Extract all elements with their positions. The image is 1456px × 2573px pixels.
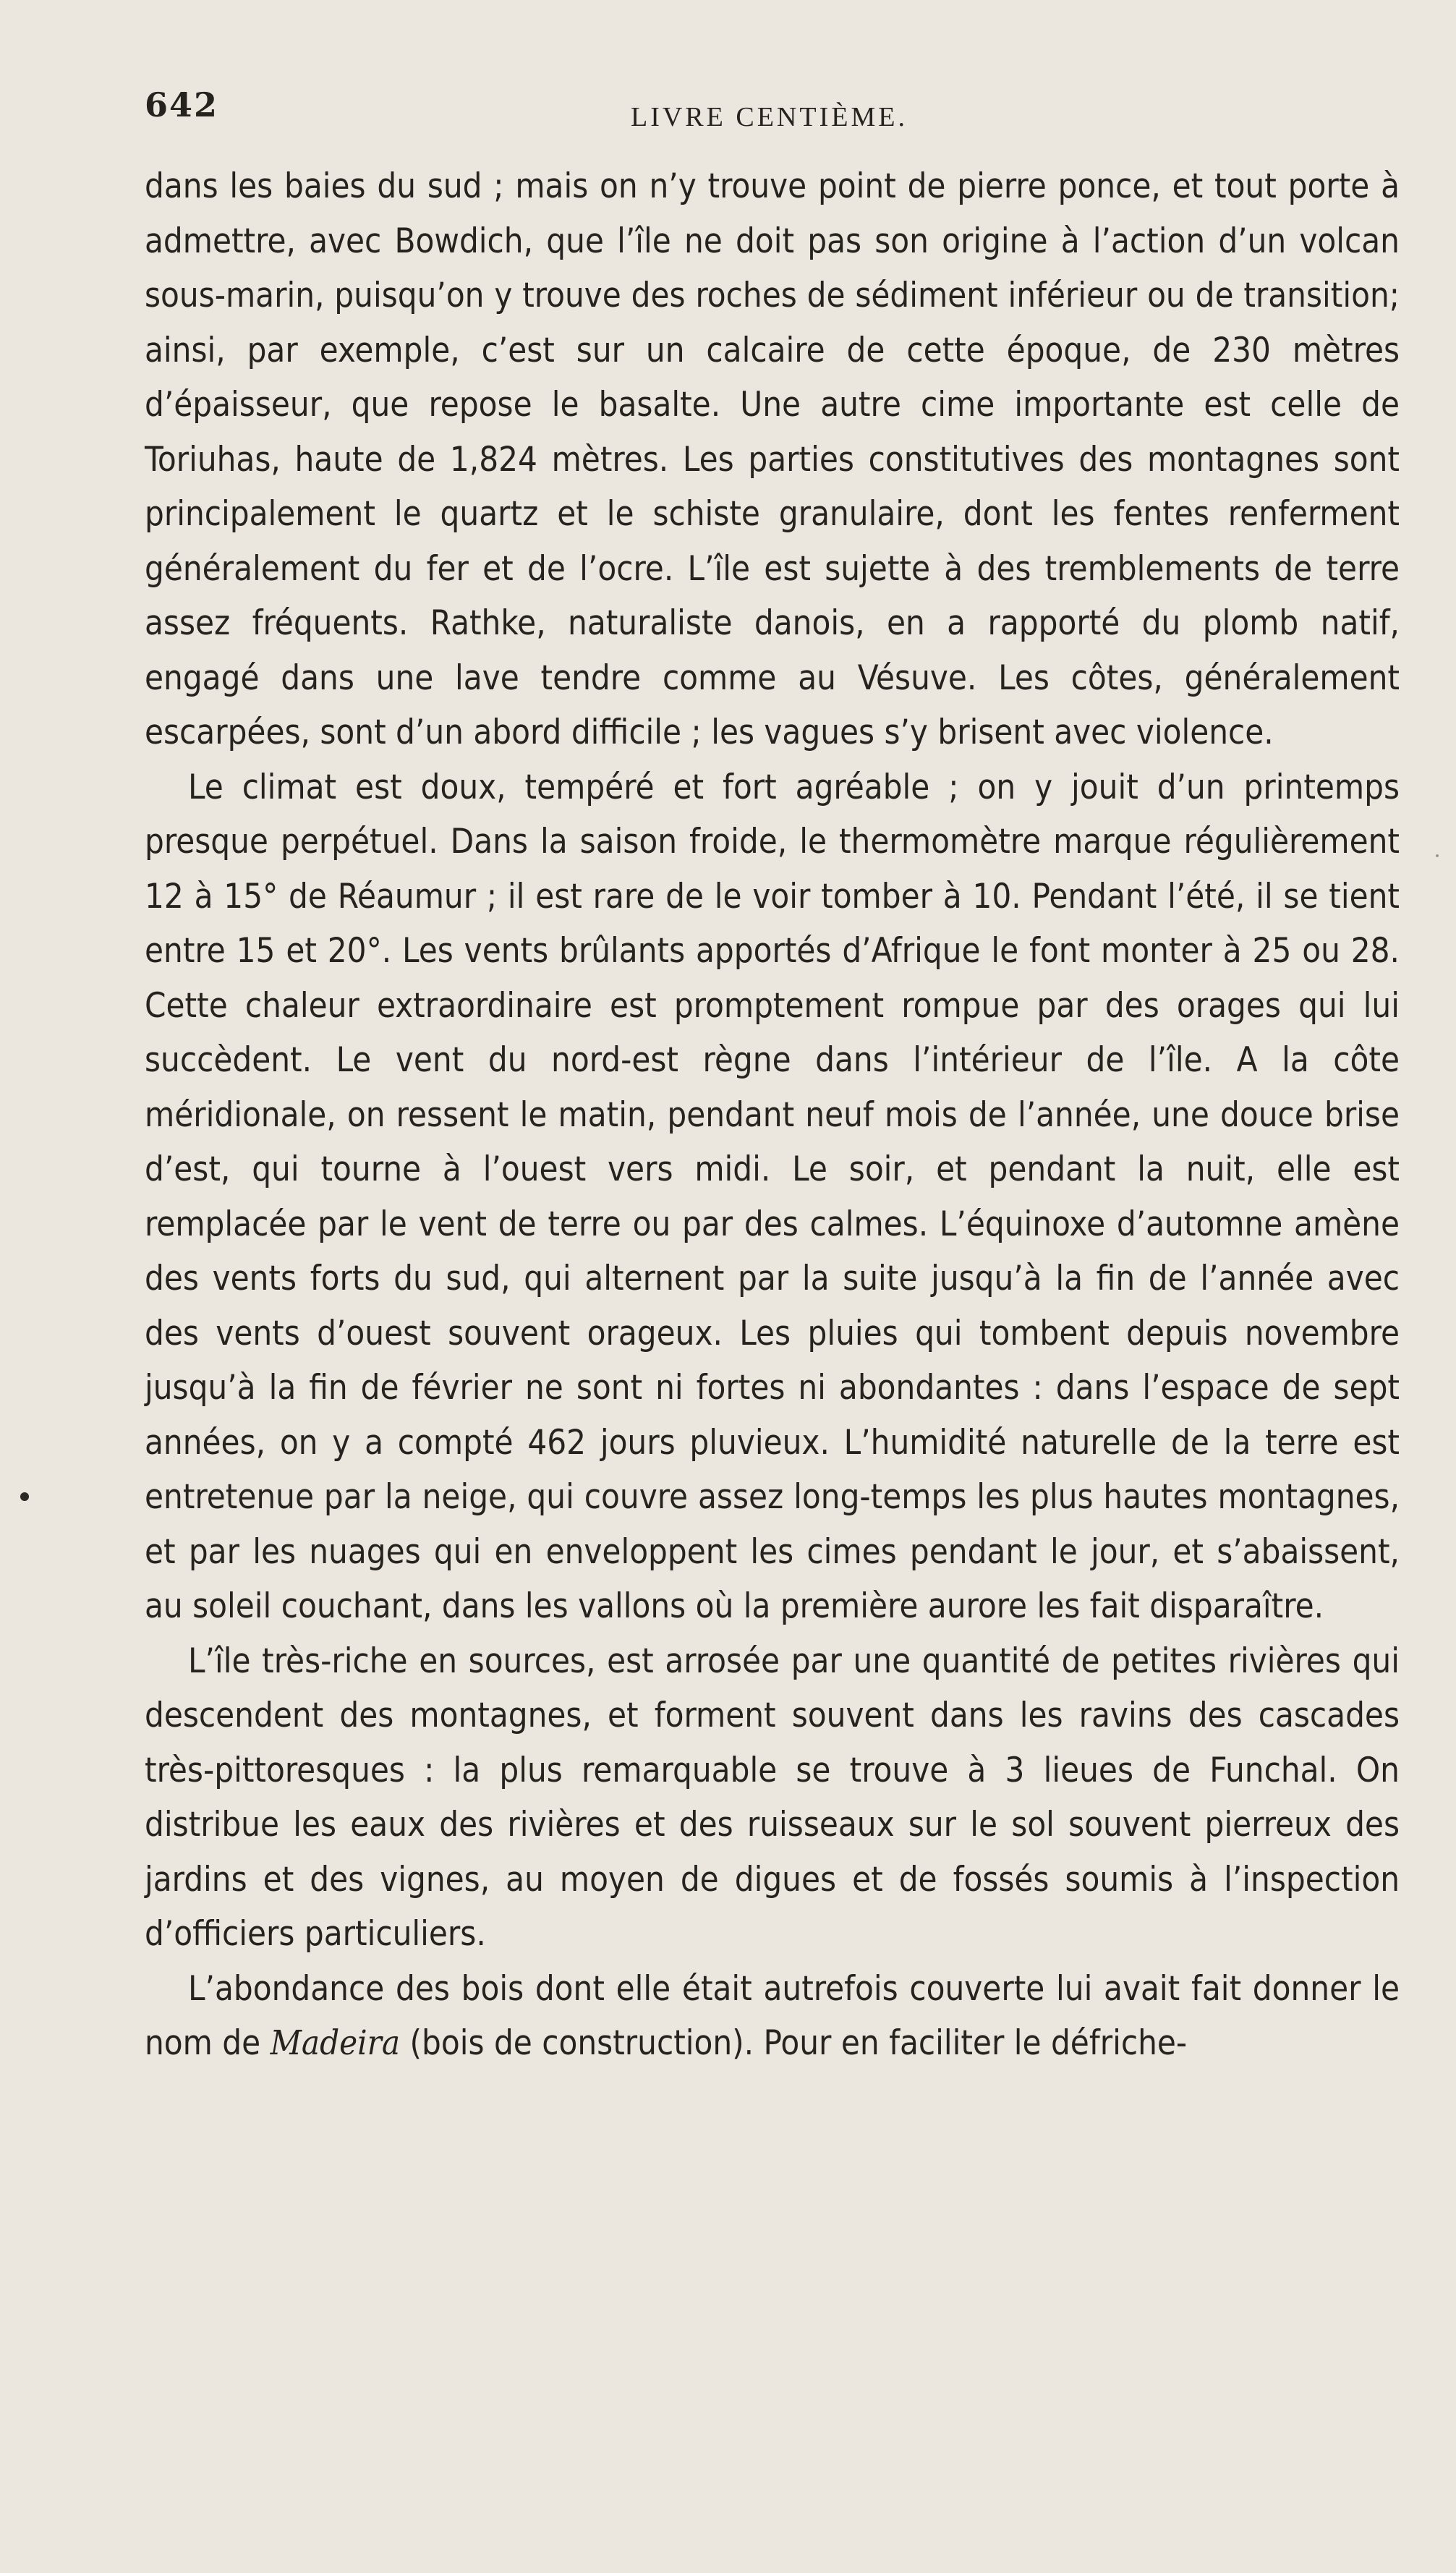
madeira-term: Madeira <box>270 2023 401 2063</box>
paragraph-geology: dans les baies du sud ; mais on n’y trouve point de pierre ponce, et tout porte à admettre, avec Bowdich, que l’île ne doit pas son origine à l’action d’un volcan sous-marin, puisqu’on y trouve des roches de sédiment inférieur ou de transition; ainsi, par exemple, c’est sur un calcaire de cette époque, de 230 mètres d’épaisseur, que repose le basalte. Une autre cime importante est celle de Toriuhas, haute de 1,824 mètres. Les parties constitutives des montagnes sont principalement le quartz et le schiste granulaire, dont les fentes renferment généralement du fer et de l’ocre. L’île est sujette à des tremblements de terre assez fréquents. Rathke, naturaliste danois, en a rapporté du plomb natif, engagé dans une lave tendre comme au Vésuve. Les côtes, généralement escarpées, sont d’un abord difficile ; les vagues s’y brisent avec violence. <box>145 166 1400 752</box>
page-number: 642 <box>145 85 219 124</box>
forests-text-start: L’abondance des bois dont elle était autrefois couverte lui avait fait donner le nom de <box>145 1968 1400 2063</box>
forests-text-end: (bois de construction). Pour en faciliter le défriche- <box>400 2023 1188 2063</box>
paragraph-forests <box>145 1962 1400 2071</box>
margin-ink-dot <box>20 1492 29 1501</box>
paragraph-springs: L’île très-riche en sources, est arrosée par une quantité de petites rivières qui descendent des montagnes, et forment souvent dans les ravins des cascades très-pittoresques : la plus remarquable se trouve à 3 lieues de Funchal. On distribue les eaux des rivières et des ruisseaux sur le sol souvent pierreux des jardins et des vignes, au moyen de digues et de fossés soumis à l’inspection d’officiers particuliers. <box>145 1641 1400 1954</box>
body-text <box>145 159 1400 2329</box>
running-title: LIVRE CENTIÈME. <box>631 102 908 132</box>
running-head <box>145 85 1400 143</box>
paragraph-climate: Le climat est doux, tempéré et fort agréable ; on y jouit d’un printemps presque perpétuel. Dans la saison froide, le thermomètre marque régulièrement 12 à 15° de Réaumur ; il est rare de le voir tomber à 10. Pendant l’été, il se tient entre 15 et 20°. Les vents brûlants apportés d’Afrique le font monter à 25 ou 28. Cette chaleur extraordinaire est promptement rompue par des orages qui lui succèdent. Le vent du nord-est règne dans l’intérieur de l’île. A la côte méridionale, on ressent le matin, pendant neuf mois de l’année, une douce brise d’est, qui tourne à l’ouest vers midi. Le soir, et pendant la nuit, elle est remplacée par le vent de terre ou par des calmes. L’équinoxe d’automne amène des vents forts du sud, qui alternent par la suite jusqu’à la fin de l’année avec des vents d’ouest souvent orageux. Les pluies qui tombent depuis novembre jusqu’à la fin de février ne sont ni fortes ni abondantes : dans l’espace de sept années, on y a compté 462 jours pluvieux. L’humidité naturelle de la terre est entretenue par la neige, qui couvre assez long-temps les plus hautes montagnes, et par les nuages qui en enveloppent les cimes pendant le jour, et s’abaissent, au soleil couchant, dans les vallons où la première aurore les fait disparaître. <box>145 767 1400 1626</box>
margin-speck <box>1436 854 1439 857</box>
